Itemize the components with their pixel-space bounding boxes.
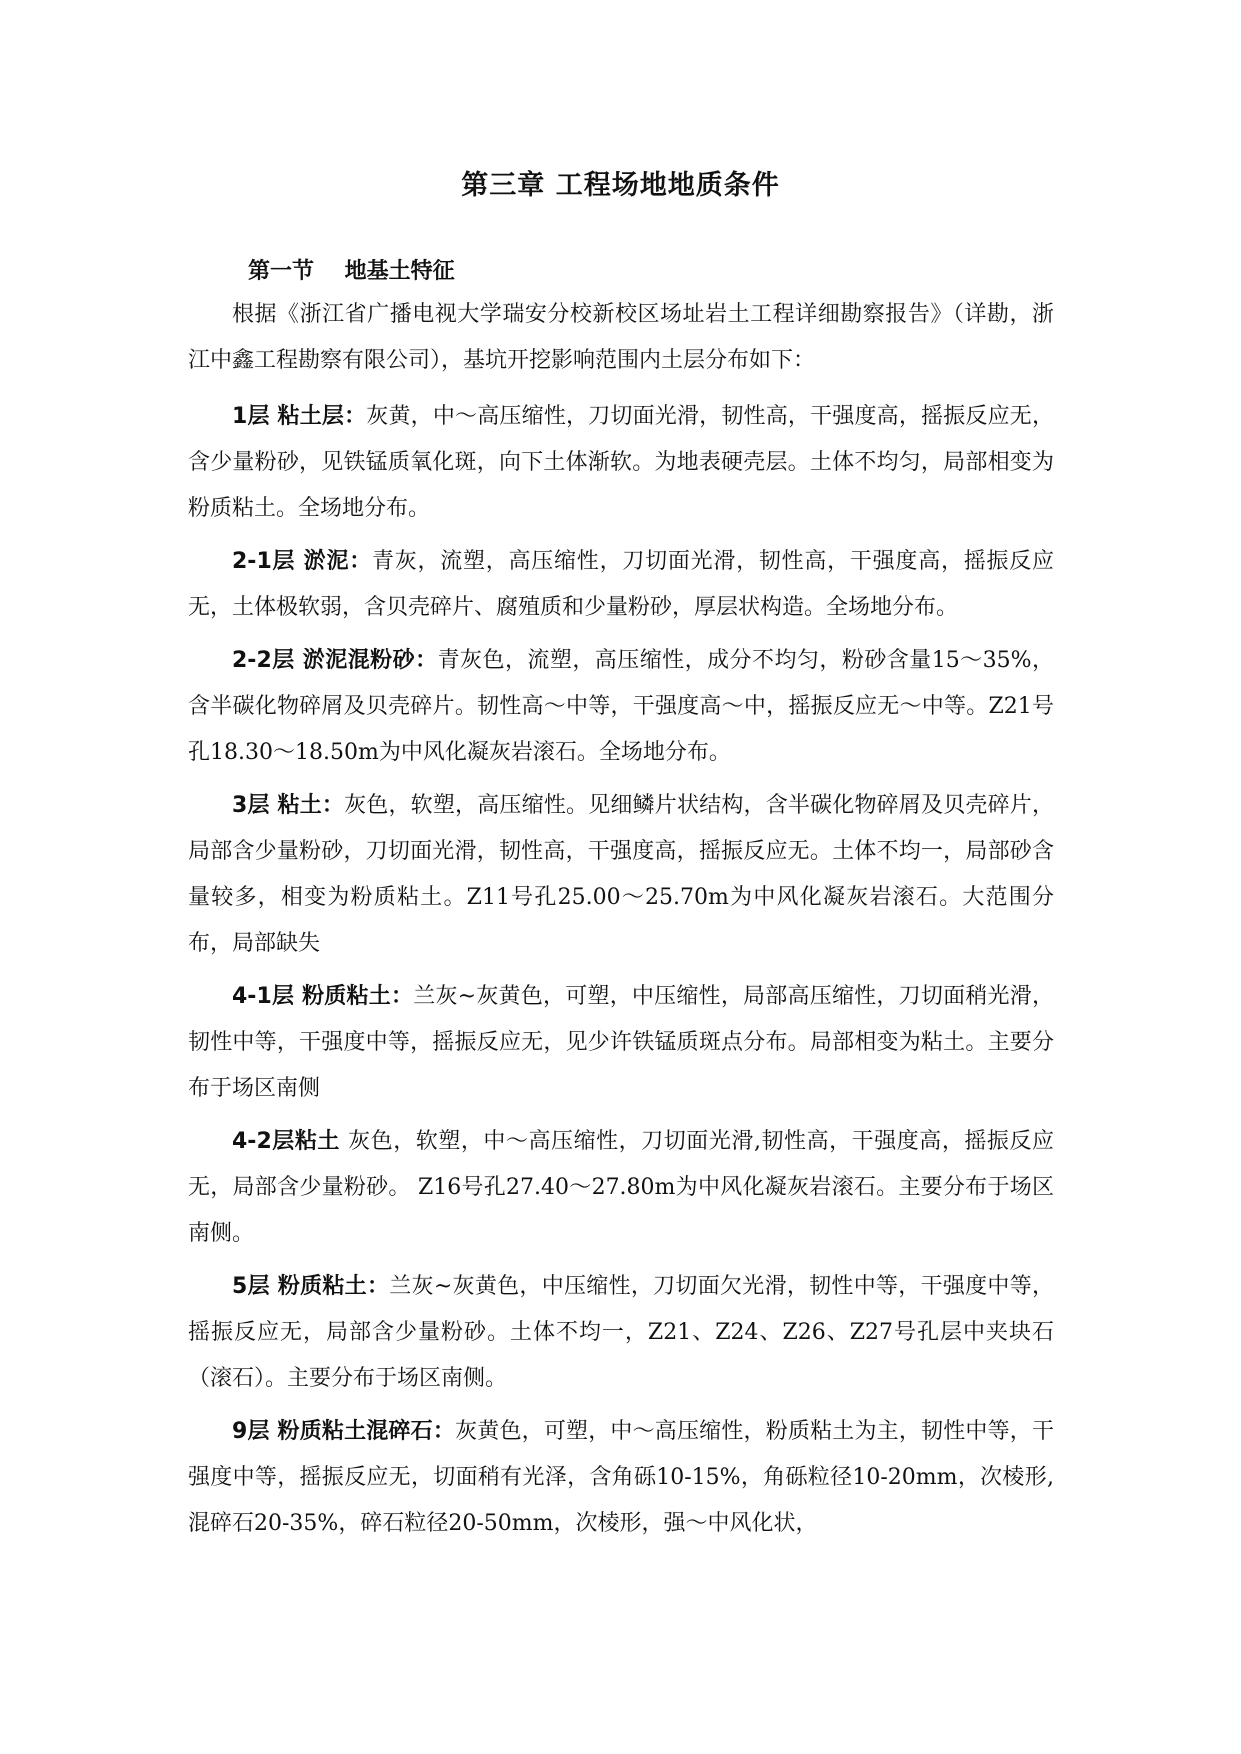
layer-paragraph (188, 539, 1054, 631)
layer-label: 4-1层 粉质粘土： (232, 984, 414, 1009)
layer-label: 9层 粉质粘土混碎石： (232, 1419, 456, 1444)
layer-paragraph (188, 783, 1054, 967)
layer-paragraph (188, 1119, 1054, 1257)
layer-description: 灰色，软塑，高压缩性。见细鳞片状结构，含半碳化物碎屑及贝壳碎片，局部含少量粉砂，刀切面光滑，韧性高，干强度高，摇振反应无。土体不均一，局部砂含量较多，相变为粉质粘土。Z11号孔25.00～25.70m为中风化凝灰岩滚石。大范围分布，局部缺失 (188, 793, 1054, 956)
section-title: 第一节 地基土特征 (248, 259, 455, 284)
layer-label: 5层 粉质粘土： (232, 1274, 390, 1299)
layer-label: 2-2层 淤泥混粉砂： (232, 648, 438, 673)
layer-description: 青灰，流塑，高压缩性，刀切面光滑，韧性高，干强度高，摇振反应无，土体极软弱，含贝壳碎片、腐殖质和少量粉砂，厚层状构造。全场地分布。 (188, 549, 1054, 620)
layer-paragraph (188, 974, 1054, 1112)
chapter-title: 第三章 工程场地地质条件 (461, 170, 780, 201)
layer-description: 兰灰~灰黄色，中压缩性，刀切面欠光滑，韧性中等，干强度中等，摇振反应无，局部含少量粉砂。土体不均一，Z21、Z24、Z26、Z27号孔层中夹块石（滚石）。主要分布于场区南侧。 (188, 1274, 1055, 1391)
layer-paragraph (188, 638, 1054, 776)
intro-paragraph: 根据《浙江省广播电视大学瑞安分校新校区场址岩土工程详细勘察报告》（详勘，浙江中鑫工程勘察有限公司），基坑开挖影响范围内土层分布如下： (188, 302, 1054, 373)
layer-description: 兰灰~灰黄色，可塑，中压缩性，局部高压缩性，刀切面稍光滑，韧性中等，干强度中等，摇振反应无，见少许铁锰质斑点分布。局部相变为粘土。主要分布于场区南侧 (188, 984, 1054, 1101)
layer-description: 青灰色，流塑，高压缩性，成分不均匀，粉砂含量15～35%，含半碳化物碎屑及贝壳碎片。韧性高～中等，干强度高～中，摇振反应无～中等。Z21号孔18.30～18.50m为中风化凝灰岩滚石。全场地分布。 (188, 648, 1054, 765)
layer-description: 灰黄，中～高压缩性，刀切面光滑，韧性高，干强度高，摇振反应无，含少量粉砂，见铁锰质氧化斑，向下土体渐软。为地表硬壳层。土体不均匀，局部相变为粉质粘土。全场地分布。 (188, 404, 1054, 521)
layer-description: 灰色，软塑，中～高压缩性，刀切面光滑,韧性高，干强度高，摇振反应无，局部含少量粉砂。 Z16号孔27.40～27.80m为中风化凝灰岩滚石。主要分布于场区南侧。 (188, 1129, 1055, 1246)
layer-label: 1层 粘土层： (232, 404, 367, 429)
layer-paragraph (188, 394, 1054, 532)
layer-label: 4-2层粘土 (232, 1129, 349, 1154)
layer-label: 3层 粘土： (232, 793, 345, 818)
layer-paragraph (188, 1264, 1054, 1402)
layer-label: 2-1层 淤泥： (232, 549, 372, 574)
layer-paragraph (188, 1409, 1054, 1547)
layer-description: 灰黄色，可塑，中～高压缩性，粉质粘土为主，韧性中等，干强度中等，摇振反应无，切面稍有光泽，含角砾10-15%，角砾粒径10-20mm，次棱形, 混碎石20-35%，碎石粒径20-50mm，次棱形，强～中风化状， (188, 1419, 1054, 1536)
document-body (188, 292, 1054, 1554)
